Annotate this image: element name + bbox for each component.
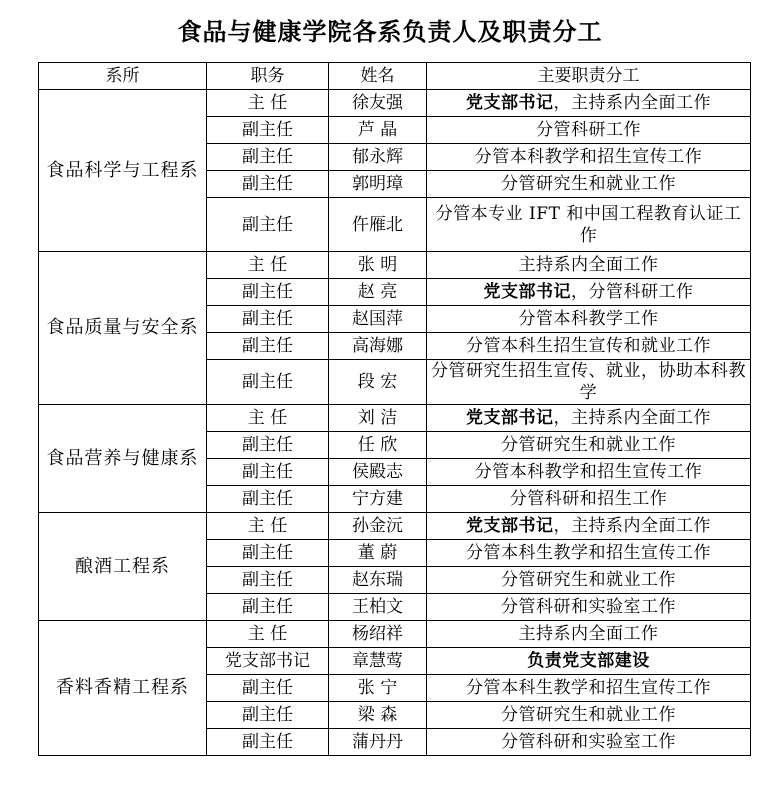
duty-text: 分管本科教学和招生宣传工作 xyxy=(474,147,703,167)
department-name: 香料香精工程系 xyxy=(39,621,207,756)
person-name-cell: 章慧莺 xyxy=(329,648,427,675)
responsibility-table xyxy=(38,62,751,756)
duty-text: ，主持系内全面工作 xyxy=(553,408,711,428)
person-name-cell: 高海娜 xyxy=(329,333,427,360)
page-title: 食品与健康学院各系负责人及职责分工 xyxy=(177,18,603,46)
role-cell: 副主任 xyxy=(207,360,329,405)
person-name-cell: 仵雁北 xyxy=(329,198,427,252)
role-cell: 副主任 xyxy=(207,432,329,459)
header-role: 职务 xyxy=(207,63,329,90)
person-name-cell: 芦 晶 xyxy=(329,117,427,144)
role-cell: 副主任 xyxy=(207,729,329,756)
duty-cell xyxy=(427,279,751,306)
person-name-cell: 赵东瑞 xyxy=(329,567,427,594)
duty-text: 分管研究生和就业工作 xyxy=(501,705,676,725)
duty-text: 主持系内全面工作 xyxy=(518,255,659,275)
duty-text: 分管研究生和就业工作 xyxy=(501,570,676,590)
duty-cell xyxy=(427,567,751,594)
duty-text: 分管研究生和就业工作 xyxy=(501,174,676,194)
person-name-cell: 张 明 xyxy=(329,252,427,279)
role-cell: 主 任 xyxy=(207,252,329,279)
person-name-cell: 王柏文 xyxy=(329,594,427,621)
duty-cell xyxy=(427,252,751,279)
department-name: 食品营养与健康系 xyxy=(39,405,207,513)
person-name-cell: 任 欣 xyxy=(329,432,427,459)
role-cell: 主 任 xyxy=(207,90,329,117)
duty-cell xyxy=(427,198,751,252)
person-name-cell: 徐友强 xyxy=(329,90,427,117)
person-name-cell: 梁 森 xyxy=(329,702,427,729)
person-name-cell: 郁永辉 xyxy=(329,144,427,171)
duty-text: ，主持系内全面工作 xyxy=(553,516,711,536)
duty-cell xyxy=(427,459,751,486)
duty-cell xyxy=(427,144,751,171)
duty-text: 分管本科生教学和招生宣传工作 xyxy=(466,543,711,563)
duty-highlight-text: 负责党支部建设 xyxy=(527,651,650,671)
header-duties: 主要职责分工 xyxy=(427,63,751,90)
role-cell: 副主任 xyxy=(207,675,329,702)
duty-text: 分管本科教学和招生宣传工作 xyxy=(474,462,703,482)
duty-highlight-text: 党支部书记 xyxy=(466,516,554,536)
duty-text: 主持系内全面工作 xyxy=(518,624,659,644)
duty-text: 分管研究生和就业工作 xyxy=(501,435,676,455)
role-cell: 副主任 xyxy=(207,702,329,729)
role-cell: 副主任 xyxy=(207,459,329,486)
duty-cell xyxy=(427,306,751,333)
duty-text: 分管科研和招生工作 xyxy=(509,489,668,509)
table-row xyxy=(39,621,751,648)
duty-text: 分管本科教学工作 xyxy=(518,309,659,329)
role-cell: 副主任 xyxy=(207,144,329,171)
table-row xyxy=(39,252,751,279)
duty-cell xyxy=(427,513,751,540)
table-row xyxy=(39,513,751,540)
person-name-cell: 侯殿志 xyxy=(329,459,427,486)
table-header-row xyxy=(39,63,751,90)
duty-cell xyxy=(427,702,751,729)
person-name-cell: 孙金沅 xyxy=(329,513,427,540)
duty-text: 分管本专业 IFT 和中国工程教育认证工作 xyxy=(435,203,742,246)
duty-cell xyxy=(427,117,751,144)
role-cell: 副主任 xyxy=(207,594,329,621)
person-name-cell: 杨绍祥 xyxy=(329,621,427,648)
duty-text: ，主持系内全面工作 xyxy=(553,93,711,113)
duty-text: 分管研究生招生宣传、就业，协助本科教学 xyxy=(431,361,746,403)
header-name: 姓名 xyxy=(329,63,427,90)
duty-cell xyxy=(427,729,751,756)
person-name-cell: 赵 亮 xyxy=(329,279,427,306)
person-name-cell: 郭明璋 xyxy=(329,171,427,198)
person-name-cell: 宁方建 xyxy=(329,486,427,513)
role-cell: 主 任 xyxy=(207,621,329,648)
duty-text: 分管科研和实验室工作 xyxy=(501,732,676,752)
header-department: 系所 xyxy=(39,63,207,90)
role-cell: 党支部书记 xyxy=(207,648,329,675)
role-cell: 副主任 xyxy=(207,171,329,198)
role-cell: 副主任 xyxy=(207,279,329,306)
duty-text: 分管本科生教学和招生宣传工作 xyxy=(466,678,711,698)
duty-cell xyxy=(427,540,751,567)
table-row xyxy=(39,90,751,117)
duty-cell xyxy=(427,621,751,648)
duty-cell xyxy=(427,333,751,360)
duty-cell xyxy=(427,171,751,198)
duty-cell xyxy=(427,648,751,675)
duty-highlight-text: 党支部书记 xyxy=(466,93,554,113)
person-name-cell: 蒲丹丹 xyxy=(329,729,427,756)
duty-cell xyxy=(427,360,751,405)
person-name-cell: 赵国萍 xyxy=(329,306,427,333)
duty-cell xyxy=(427,405,751,432)
role-cell: 主 任 xyxy=(207,405,329,432)
role-cell: 副主任 xyxy=(207,306,329,333)
table-row xyxy=(39,405,751,432)
department-name: 食品质量与安全系 xyxy=(39,252,207,405)
duty-text: 分管本科生招生宣传和就业工作 xyxy=(466,336,711,356)
duty-highlight-text: 党支部书记 xyxy=(483,282,571,302)
duty-cell xyxy=(427,594,751,621)
department-name: 酿酒工程系 xyxy=(39,513,207,621)
person-name-cell: 刘 洁 xyxy=(329,405,427,432)
duty-text: 分管科研工作 xyxy=(536,120,641,140)
duty-text: ，分管科研工作 xyxy=(571,282,694,302)
duty-cell xyxy=(427,675,751,702)
person-name-cell: 张 宁 xyxy=(329,675,427,702)
role-cell: 副主任 xyxy=(207,198,329,252)
person-name-cell: 段 宏 xyxy=(329,360,427,405)
role-cell: 主 任 xyxy=(207,513,329,540)
role-cell: 副主任 xyxy=(207,117,329,144)
role-cell: 副主任 xyxy=(207,486,329,513)
duty-cell xyxy=(427,486,751,513)
role-cell: 副主任 xyxy=(207,567,329,594)
duty-cell xyxy=(427,432,751,459)
department-name: 食品科学与工程系 xyxy=(39,90,207,252)
role-cell: 副主任 xyxy=(207,540,329,567)
duty-text: 分管科研和实验室工作 xyxy=(501,597,676,617)
role-cell: 副主任 xyxy=(207,333,329,360)
table-body xyxy=(39,90,751,756)
duty-cell xyxy=(427,90,751,117)
duty-highlight-text: 党支部书记 xyxy=(466,408,554,428)
person-name-cell: 董 蔚 xyxy=(329,540,427,567)
